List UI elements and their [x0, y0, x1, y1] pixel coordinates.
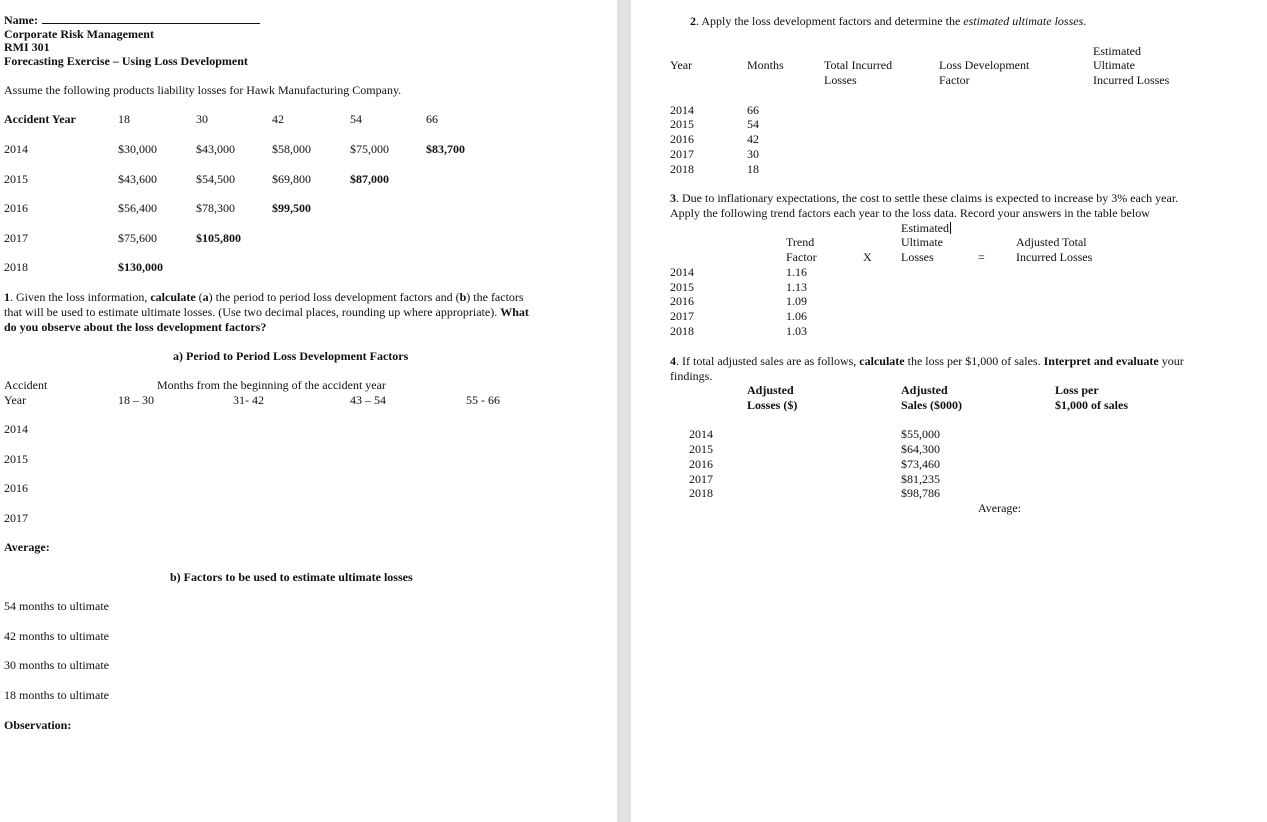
q3-header-trend-2: Factor — [786, 250, 817, 264]
q1-line-1: 1. Given the loss information, calculate (a) the period to period loss development factors and (b) the factors — [4, 290, 524, 304]
loss-cell: $75,600 — [118, 231, 157, 245]
factor-row-year: 2016 — [4, 481, 28, 495]
q3-factor: 1.16 — [786, 265, 807, 279]
month-header: 30 — [196, 112, 208, 126]
q4-sales: $98,786 — [901, 486, 940, 500]
q2-months: 66 — [747, 103, 759, 117]
q4-header-loss-per-1: Loss per — [1055, 383, 1099, 397]
intro-text: Assume the following products liability losses for Hawk Manufacturing Company. — [4, 83, 402, 97]
loss-cell: $69,800 — [272, 172, 311, 186]
q3-header-est-3: Losses — [901, 250, 934, 264]
q2-header-total-1: Total Incurred — [824, 58, 893, 72]
loss-cell-latest: $99,500 — [272, 201, 311, 215]
q4-sales: $81,235 — [901, 472, 940, 486]
loss-cell: $56,400 — [118, 201, 157, 215]
q3-header-adj-1: Adjusted Total — [1016, 235, 1087, 249]
table-row-year: 2015 — [4, 172, 28, 186]
q4-header-adj-sales-1: Adjusted — [901, 383, 948, 397]
factor-row-year: 2015 — [4, 452, 28, 466]
ultimate-factor-item: 18 months to ultimate — [4, 688, 109, 702]
page-gutter — [617, 0, 631, 822]
right-page[interactable] — [631, 0, 1267, 822]
q4-line-2: findings. — [670, 369, 713, 383]
q4-year: 2016 — [689, 457, 713, 471]
month-header: 18 — [118, 112, 130, 126]
loss-cell: $54,500 — [196, 172, 235, 186]
table-row-year: 2016 — [4, 201, 28, 215]
q3-year: 2015 — [670, 280, 694, 294]
q2-months: 42 — [747, 132, 759, 146]
q4-year: 2014 — [689, 427, 713, 441]
q2-year: 2015 — [670, 117, 694, 131]
q4-sales: $64,300 — [901, 442, 940, 456]
ultimate-factor-item: 42 months to ultimate — [4, 629, 109, 643]
q2-header-ldf-2: Factor — [939, 73, 970, 87]
q3-header-trend-1: Trend — [786, 235, 815, 249]
year-label: Year — [4, 393, 27, 407]
q4-header-adj-losses-2: Losses ($) — [747, 398, 798, 412]
q3-year: 2018 — [670, 324, 694, 338]
q3-year: 2016 — [670, 294, 694, 308]
q3-header-adj-2: Incurred Losses — [1016, 250, 1093, 264]
q2-months: 30 — [747, 147, 759, 161]
exercise-title: Forecasting Exercise – Using Loss Development — [4, 54, 248, 68]
q4-header-loss-per-2: $1,000 of sales — [1055, 398, 1128, 412]
loss-cell-latest: $87,000 — [350, 172, 389, 186]
period-header: 18 – 30 — [118, 393, 154, 407]
name-label: Name: — [4, 13, 260, 27]
loss-cell: $43,600 — [118, 172, 157, 186]
loss-cell: $75,000 — [350, 142, 389, 156]
q3-line-2: Apply the following trend factors each year to the loss data. Record your answers in the table below — [670, 206, 1150, 220]
q4-sales: $73,460 — [901, 457, 940, 471]
q2-year: 2017 — [670, 147, 694, 161]
course-code: RMI 301 — [4, 40, 50, 54]
q2-year: 2014 — [670, 103, 694, 117]
observation-label: Observation: — [4, 718, 72, 732]
average-label: Average: — [4, 540, 50, 554]
left-page[interactable] — [0, 0, 617, 822]
q2-header-year: Year — [670, 58, 693, 72]
q4-average-label: Average: — [978, 501, 1022, 515]
accident-year-header: Accident Year — [4, 112, 76, 126]
text-cursor — [950, 222, 951, 234]
q2-year: 2018 — [670, 162, 694, 176]
q2-header-total-2: Losses — [824, 73, 857, 87]
period-header: 43 – 54 — [350, 393, 386, 407]
q2-header-est-3: Incurred Losses — [1093, 73, 1170, 87]
q2-months: 54 — [747, 117, 759, 131]
course-title: Corporate Risk Management — [4, 27, 154, 41]
factor-row-year: 2017 — [4, 511, 28, 525]
q2-header-est-1: Estimated — [1093, 44, 1141, 58]
q2-text: 2. Apply the loss development factors and determine the estimated ultimate losses. — [690, 14, 1087, 28]
q4-header-adj-sales-2: Sales ($000) — [901, 398, 962, 412]
q2-header-months: Months — [747, 58, 784, 72]
loss-cell: $43,000 — [196, 142, 235, 156]
ultimate-factor-item: 30 months to ultimate — [4, 658, 109, 672]
loss-cell-latest: $105,800 — [196, 231, 241, 245]
q3-factor: 1.03 — [786, 324, 807, 338]
table-row-year: 2018 — [4, 260, 28, 274]
table-row-year: 2014 — [4, 142, 28, 156]
part-b-title: b) Factors to be used to estimate ultimate losses — [170, 570, 413, 584]
q1-line-3: do you observe about the loss development factors? — [4, 320, 267, 334]
month-header: 66 — [426, 112, 438, 126]
q4-line-1: 4. If total adjusted sales are as follows, calculate the loss per $1,000 of sales. Interpret and evaluate your — [670, 354, 1184, 368]
q4-year: 2017 — [689, 472, 713, 486]
month-header: 42 — [272, 112, 284, 126]
month-header: 54 — [350, 112, 362, 126]
q4-year: 2015 — [689, 442, 713, 456]
table-row-year: 2017 — [4, 231, 28, 245]
months-caption: Months from the beginning of the accident year — [157, 378, 386, 392]
q3-header-x: X — [863, 250, 872, 264]
q3-header-eq: = — [978, 250, 985, 264]
q1-line-2: that will be used to estimate ultimate losses. (Use two decimal places, rounding up where appropriate). What — [4, 305, 529, 319]
loss-cell-latest: $130,000 — [118, 260, 163, 274]
period-header: 31- 42 — [233, 393, 264, 407]
loss-cell-latest: $83,700 — [426, 142, 465, 156]
q3-year: 2014 — [670, 265, 694, 279]
loss-cell: $30,000 — [118, 142, 157, 156]
ultimate-factor-item: 54 months to ultimate — [4, 599, 109, 613]
q2-header-est-2: Ultimate — [1093, 58, 1135, 72]
loss-cell: $58,000 — [272, 142, 311, 156]
factor-row-year: 2014 — [4, 422, 28, 436]
q4-year: 2018 — [689, 486, 713, 500]
name-blank-line[interactable] — [42, 13, 260, 24]
q3-factor: 1.09 — [786, 294, 807, 308]
q2-months: 18 — [747, 162, 759, 176]
loss-cell: $78,300 — [196, 201, 235, 215]
part-a-title: a) Period to Period Loss Development Factors — [173, 349, 409, 363]
q3-factor: 1.13 — [786, 280, 807, 294]
q3-line-1: 3. Due to inflationary expectations, the cost to settle these claims is expected to increase by 3% each year. — [670, 191, 1179, 205]
q4-sales: $55,000 — [901, 427, 940, 441]
q3-header-est-2: Ultimate — [901, 235, 943, 249]
q3-header-est-1: Estimated — [901, 221, 949, 235]
q3-year: 2017 — [670, 309, 694, 323]
q3-factor: 1.06 — [786, 309, 807, 323]
accident-label: Accident — [4, 378, 48, 392]
period-header: 55 - 66 — [466, 393, 500, 407]
q2-year: 2016 — [670, 132, 694, 146]
q2-header-ldf-1: Loss Development — [939, 58, 1030, 72]
q4-header-adj-losses-1: Adjusted — [747, 383, 794, 397]
